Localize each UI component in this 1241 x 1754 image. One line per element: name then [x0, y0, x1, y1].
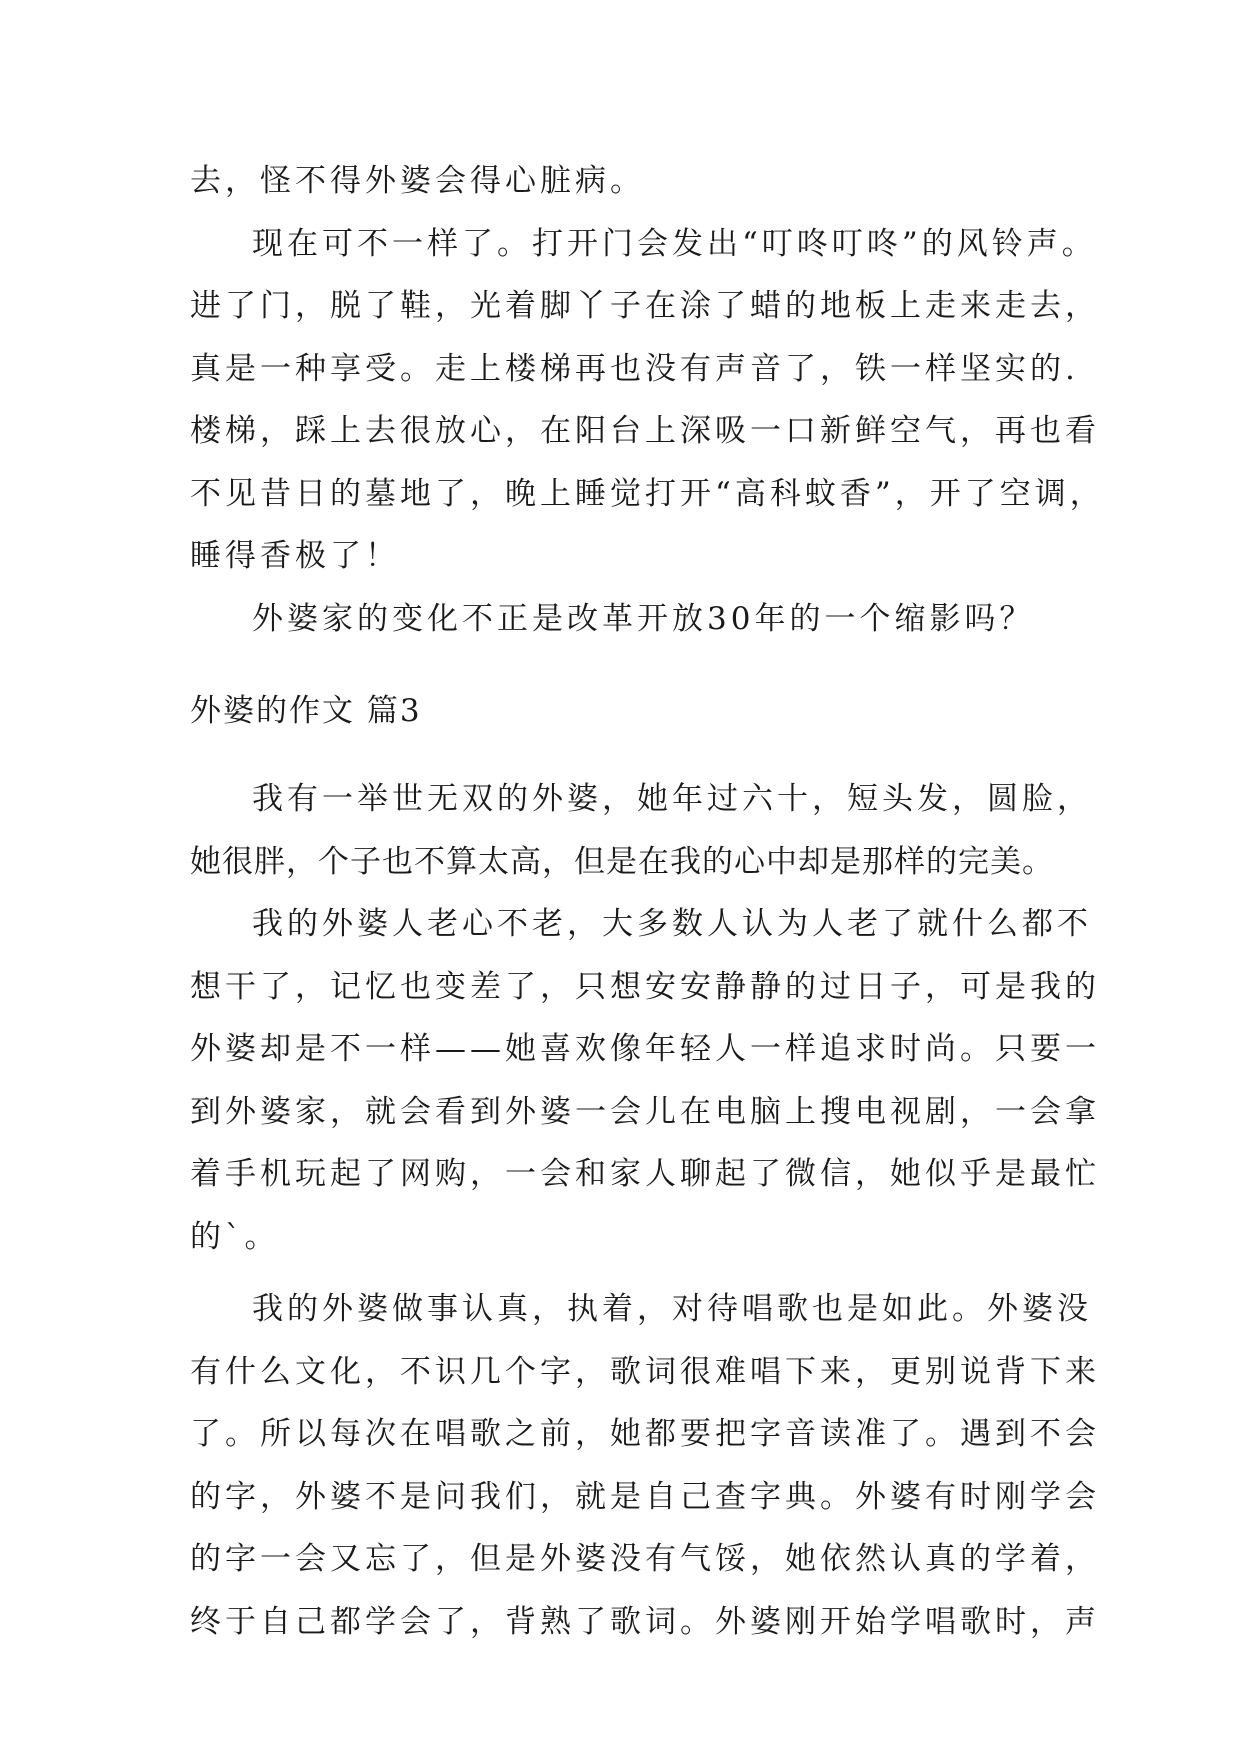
paragraph-line: 去，怪不得外婆会得心脏病。 [190, 163, 645, 199]
paragraph-line: 到外婆家，就会看到外婆一会儿在电脑上搜电视剧，一会拿 [190, 1093, 1100, 1130]
paragraph-line: 外婆家的变化不正是改革开放30年的一个缩影吗？ [252, 600, 1035, 637]
paragraph-line: 睡得香极了！ [190, 538, 400, 574]
paragraph-line: 外婆却是不一样——她喜欢像年轻人一样追求时尚。只要一 [190, 1031, 1100, 1068]
paragraph-line: 的字一会又忘了，但是外婆没有气馁，她依然认真的学着， [190, 1541, 1100, 1578]
paragraph-line: 着手机玩起了网购，一会和家人聊起了微信，她似乎是最忙 [190, 1156, 1100, 1193]
paragraph-line: 我有一举世无双的外婆，她年过六十，短头发，圆脸， [252, 781, 1092, 818]
paragraph-line: 我的外婆人老心不老，大多数人认为人老了就什么都不 [252, 906, 1092, 943]
paragraph-line: 进了门，脱了鞋，光着脚丫子在涂了蜡的地板上走来走去， [190, 288, 1100, 324]
paragraph-line: 终于自己都学会了，背熟了歌词。外婆刚开始学唱歌时，声 [190, 1603, 1100, 1640]
paragraph-line: 真是一种享受。走上楼梯再也没有声音了，铁一样坚实的. [190, 350, 1079, 387]
paragraph-line: 楼梯，踩上去很放心，在阳台上深吸一口新鲜空气，再也看 [190, 413, 1100, 449]
paragraph-gap [190, 1268, 1070, 1278]
essay-section-2-tail [190, 150, 1105, 650]
paragraph-line: 现在可不一样了。打开门会发出“叮咚叮咚”的风铃声。 [252, 225, 1097, 262]
paragraph-line: 不见昔日的墓地了，晚上睡觉打开“高科蚊香”，开了空调， [190, 475, 1105, 512]
section-heading: 外婆的作文 篇3 [190, 693, 422, 729]
paragraph-line: 我的外婆做事认真，执着，对待唱歌也是如此。外婆没 [252, 1291, 1092, 1328]
paragraph-line: 的`。 [190, 1218, 280, 1255]
paragraph-line: 的字，外婆不是问我们，就是自己查字典。外婆有时刚学会 [190, 1478, 1100, 1515]
paragraph-line: 她很胖，个子也不算太高，但是在我的心中却是那样的完美。 [190, 843, 1054, 880]
paragraph-line: 了。所以每次在唱歌之前，她都要把字音读准了。遇到不会 [190, 1416, 1100, 1453]
paragraph-line: 想干了，记忆也变差了，只想安安静静的过日子，可是我的 [190, 968, 1100, 1005]
paragraph-line: 有什么文化，不识几个字，歌词很难唱下来，更别说背下来 [190, 1353, 1100, 1390]
essay-section-3 [190, 680, 1100, 1653]
document-page [190, 150, 1105, 1653]
